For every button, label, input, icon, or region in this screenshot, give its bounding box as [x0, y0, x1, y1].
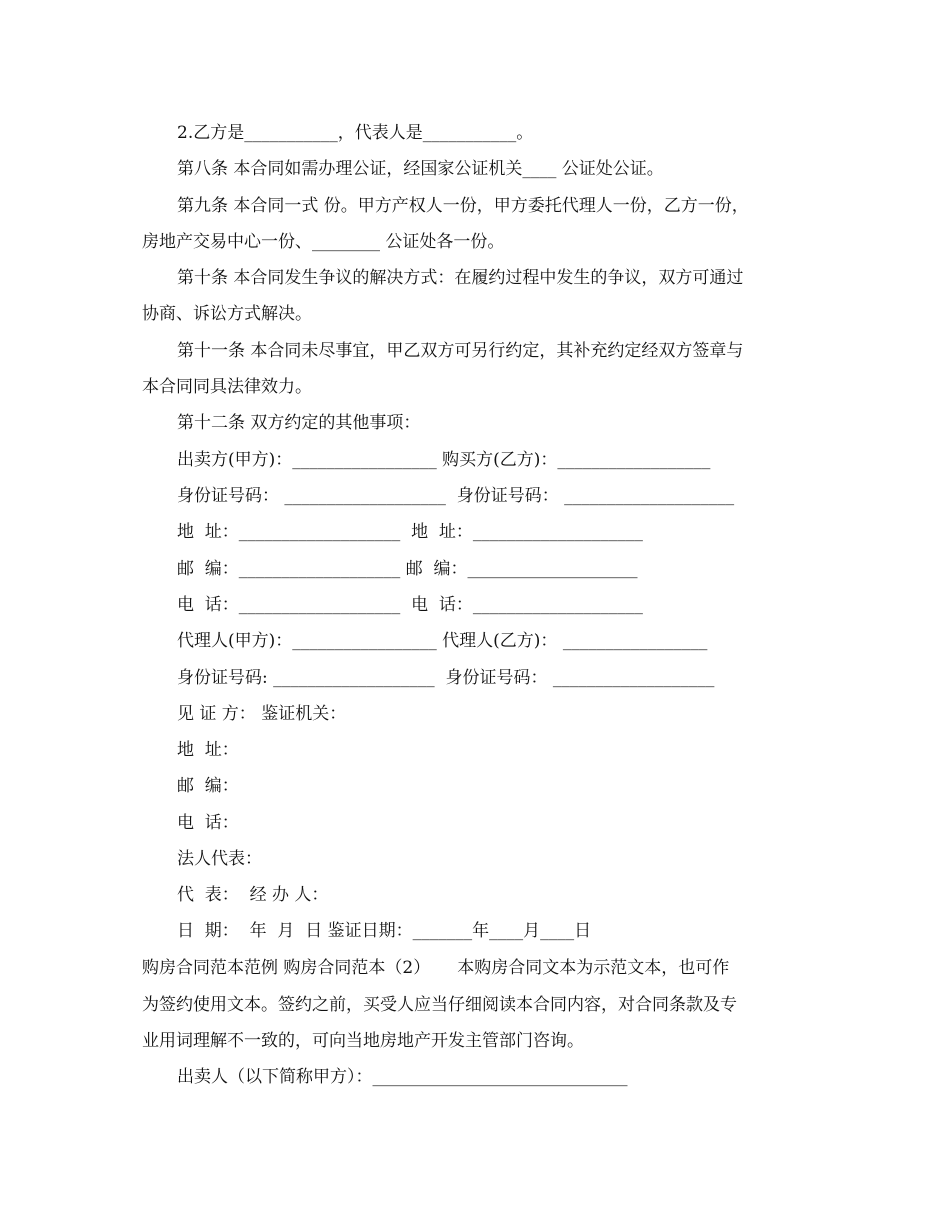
legal-representative: 法人代表：: [177, 849, 262, 869]
witness-address: 地 址：: [177, 740, 239, 760]
postcode-line: 邮 编：___________________ 邮 编：____________________: [177, 559, 638, 579]
article-10-line-2: 协商、诉讼方式解决。: [142, 304, 312, 324]
address-line: 地 址：___________________ 地 址：____________________: [177, 522, 643, 542]
agent-line: 代理人(甲方)：_________________ 代理人(乙方)： _________________: [177, 631, 708, 651]
article-10-line-1: 第十条 本合同发生争议的解决方式：在履约过程中发生的争议，双方可通过: [177, 268, 744, 288]
article-9-line-1: 第九条 本合同一式 份。甲方产权人一份，甲方委托代理人一份，乙方一份，: [177, 196, 749, 216]
witness-line: 见 证 方： 鉴证机关：: [177, 704, 347, 724]
article-11-line-1: 第十一条 本合同未尽事宜，甲乙双方可另行约定，其补充约定经双方签章与: [177, 341, 744, 361]
article-11-line-2: 本合同同具法律效力。: [142, 377, 312, 397]
sample-intro-line-3: 业用词理解不一致的，可向当地房地产开发主管部门咨询。: [142, 1031, 584, 1051]
sample-intro-line-2: 为签约使用文本。签约之前，买受人应当仔细阅读本合同内容，对合同条款及专: [142, 995, 737, 1015]
witness-postcode: 邮 编：: [177, 776, 239, 796]
party-b-line: 2.乙方是___________，代表人是___________。: [177, 123, 534, 143]
seller-party-a-line: 出卖人（以下简称甲方）：______________________________: [177, 1067, 628, 1087]
witness-phone: 电 话：: [177, 813, 239, 833]
article-8: 第八条 本合同如需办理公证，经国家公证机关____ 公证处公证。: [177, 159, 664, 179]
article-9-line-2: 房地产交易中心一份、________ 公证处各一份。: [142, 232, 505, 252]
agent-id-number-line: 身份证号码: ___________________ 身份证号码： ___________________: [177, 668, 715, 688]
seller-buyer-line: 出卖方(甲方)：_________________ 购买方(乙方)：__________________: [177, 450, 711, 470]
date-line: 日 期： 年 月 日 鉴证日期：_______年____月____日: [177, 921, 592, 941]
representative-handler: 代 表： 经 办 人：: [177, 885, 329, 905]
id-number-line: 身份证号码： ___________________ 身份证号码： ____________________: [177, 486, 735, 506]
article-12: 第十二条 双方约定的其他事项：: [177, 413, 421, 433]
sample-heading-line: 购房合同范本范例 购房合同范本（2） 本购房合同文本为示范文本，也可作: [142, 958, 730, 978]
phone-line: 电 话：___________________ 电 话：____________________: [177, 595, 643, 615]
